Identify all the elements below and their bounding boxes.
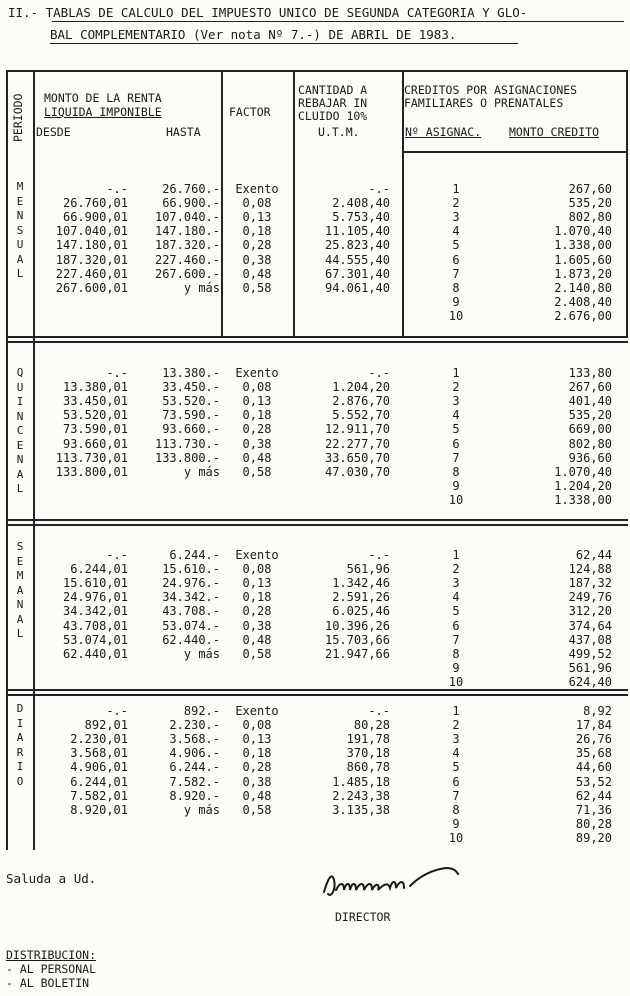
cell-credito: 80,28 <box>575 816 612 831</box>
cell-cantidad: 21.947,66 <box>324 646 390 661</box>
cell-credito: 1.873,20 <box>554 266 612 281</box>
cell-asignac: 1 <box>452 548 460 562</box>
header-cantidad-line-4: U.T.M. <box>318 125 360 139</box>
cell-asignac: 4 <box>452 224 460 239</box>
cell-hasta: y más <box>183 464 220 479</box>
cell-factor: Exento <box>235 548 279 562</box>
cell-asignac: 1 <box>452 182 460 196</box>
cell-hasta: 3.568.- <box>169 732 220 747</box>
cell-credito: 2.408,40 <box>554 294 612 309</box>
cell-factor: 0,58 <box>242 464 272 479</box>
cell-factor: 0,18 <box>242 746 272 761</box>
cell-desde: 15.610,01 <box>62 576 128 591</box>
header-factor: FACTOR <box>229 105 271 119</box>
cell-hasta: 113.730.- <box>154 436 220 451</box>
section-separator-3a <box>6 689 628 691</box>
cell-asignac: 4 <box>452 408 460 423</box>
cell-asignac: 6 <box>452 618 460 633</box>
cell-factor: 0,58 <box>242 646 272 661</box>
cell-desde: 267.600,01 <box>55 280 128 295</box>
cell-asignac: 6 <box>452 252 460 267</box>
cell-desde: 6.244,01 <box>70 774 128 789</box>
cell-desde: -.- <box>106 704 128 718</box>
cell-credito: 499,52 <box>568 646 612 661</box>
cell-hasta: y más <box>183 280 220 295</box>
cell-asignac: 3 <box>452 210 460 225</box>
cell-hasta: 62.440.- <box>162 632 220 647</box>
cell-desde: 66.900,01 <box>62 210 128 225</box>
cell-desde: 53.520,01 <box>62 408 128 423</box>
director-signature <box>318 858 468 912</box>
cell-desde: 43.708,01 <box>62 618 128 633</box>
cell-credito: 401,40 <box>568 394 612 409</box>
cell-asignac: 2 <box>452 562 460 577</box>
cell-hasta: 892.- <box>183 704 220 718</box>
table-left-border <box>6 70 8 850</box>
cell-cantidad: -.- <box>368 548 390 562</box>
cell-factor: 0,28 <box>242 422 272 437</box>
cell-cantidad: 5.753,40 <box>332 210 390 225</box>
cell-credito: 936,60 <box>568 450 612 465</box>
cell-desde: 8.920,01 <box>70 802 128 817</box>
cell-factor: 0,38 <box>242 774 272 789</box>
cell-hasta: 8.920.- <box>169 788 220 803</box>
cell-desde: 227.460,01 <box>55 266 128 281</box>
cell-desde: 93.660,01 <box>62 436 128 451</box>
cell-asignac: 1 <box>452 366 460 380</box>
cell-credito: 71,36 <box>575 802 612 817</box>
cell-asignac: 5 <box>452 422 460 437</box>
cell-hasta: 227.460.- <box>154 252 220 267</box>
cell-cantidad: -.- <box>368 366 390 380</box>
cell-credito: 1.605,60 <box>554 252 612 267</box>
cell-cantidad: -.- <box>368 704 390 718</box>
cell-hasta: 7.582.- <box>169 774 220 789</box>
cell-credito: 802,80 <box>568 210 612 225</box>
cell-hasta: y más <box>183 646 220 661</box>
cell-hasta: 147.180.- <box>154 224 220 239</box>
cell-asignac: 10 <box>448 492 464 507</box>
cell-hasta: 267.600.- <box>154 266 220 281</box>
cell-credito: 89,20 <box>575 830 612 845</box>
cell-hasta: 4.906.- <box>169 746 220 761</box>
signature-scribble-icon <box>318 858 468 908</box>
cell-asignac: 8 <box>452 646 460 661</box>
cell-credito: 535,20 <box>568 196 612 211</box>
cell-credito: 669,00 <box>568 422 612 437</box>
cell-desde: 892,01 <box>84 718 128 733</box>
cell-desde: 33.450,01 <box>62 394 128 409</box>
cell-credito: 26,76 <box>575 732 612 747</box>
cell-asignac: 8 <box>452 464 460 479</box>
cantidad-column-divider <box>293 70 295 338</box>
header-desde: DESDE <box>36 125 71 139</box>
cell-factor: 0,28 <box>242 604 272 619</box>
cell-credito: 374,64 <box>568 618 612 633</box>
cell-credito: 187,32 <box>568 576 612 591</box>
cell-desde: 26.760,01 <box>62 196 128 211</box>
cell-cantidad: 67.301,40 <box>324 266 390 281</box>
factor-column-divider <box>221 70 223 338</box>
cell-hasta: 15.610.- <box>162 562 220 577</box>
cell-desde: 2.230,01 <box>70 732 128 747</box>
cell-desde: 7.582,01 <box>70 788 128 803</box>
cell-credito: 17,84 <box>575 718 612 733</box>
period-label-semanal: S E M A N A L <box>16 540 24 640</box>
cell-credito: 802,80 <box>568 436 612 451</box>
header-asignac: Nº ASIGNAC. <box>405 125 482 139</box>
cell-hasta: 26.760.- <box>162 182 220 196</box>
cell-factor: 0,18 <box>242 590 272 605</box>
cell-asignac: 9 <box>452 294 460 309</box>
table-right-border <box>626 70 628 338</box>
cell-cantidad: 33.650,70 <box>324 450 390 465</box>
cell-desde: 6.244,01 <box>70 562 128 577</box>
cell-hasta: 34.342.- <box>162 590 220 605</box>
cell-factor: 0,08 <box>242 196 272 211</box>
cell-desde: 4.906,01 <box>70 760 128 775</box>
cell-hasta: 73.590.- <box>162 408 220 423</box>
cell-desde: 107.040,01 <box>55 224 128 239</box>
distribution-heading: DISTRIBUCION: <box>6 948 97 962</box>
cell-asignac: 3 <box>452 576 460 591</box>
cell-credito: 624,40 <box>568 674 612 689</box>
cell-credito: 312,20 <box>568 604 612 619</box>
cell-cantidad: -.- <box>368 182 390 196</box>
cell-hasta: 53.074.- <box>162 618 220 633</box>
cell-asignac: 9 <box>452 478 460 493</box>
cell-hasta: y más <box>183 802 220 817</box>
period-label-quincenal: Q U I N C E N A L <box>16 366 24 495</box>
cell-factor: 0,08 <box>242 718 272 733</box>
cell-cantidad: 1.485,18 <box>332 774 390 789</box>
cell-cantidad: 370,18 <box>346 746 390 761</box>
cell-asignac: 6 <box>452 774 460 789</box>
period-label-diario: D I A R I O <box>16 702 24 788</box>
cell-asignac: 7 <box>452 266 460 281</box>
cell-desde: 24.976,01 <box>62 590 128 605</box>
cell-asignac: 5 <box>452 760 460 775</box>
cell-factor: 0,13 <box>242 732 272 747</box>
cell-asignac: 4 <box>452 746 460 761</box>
cell-cantidad: 22.277,70 <box>324 436 390 451</box>
cell-hasta: 107.040.- <box>154 210 220 225</box>
cell-factor: 0,38 <box>242 618 272 633</box>
cell-asignac: 3 <box>452 394 460 409</box>
cell-asignac: 9 <box>452 660 460 675</box>
distribution-item-personal: - AL PERSONAL <box>6 962 97 976</box>
cell-hasta: 53.520.- <box>162 394 220 409</box>
cell-desde: 3.568,01 <box>70 746 128 761</box>
cell-factor: Exento <box>235 704 279 718</box>
cell-credito: 1.204,20 <box>554 478 612 493</box>
cell-credito: 2.140,80 <box>554 280 612 295</box>
cell-asignac: 6 <box>452 436 460 451</box>
period-column-divider <box>33 70 35 850</box>
section-separator-1b <box>6 341 628 343</box>
cell-factor: 0,48 <box>242 632 272 647</box>
cell-desde: 13.380,01 <box>62 380 128 395</box>
cell-asignac: 8 <box>452 280 460 295</box>
cell-hasta: 93.660.- <box>162 422 220 437</box>
cell-hasta: 6.244.- <box>169 760 220 775</box>
section-separator-2a <box>6 519 628 521</box>
cell-asignac: 1 <box>452 704 460 718</box>
cell-cantidad: 191,78 <box>346 732 390 747</box>
cell-factor: 0,48 <box>242 450 272 465</box>
cell-desde: 187.320,01 <box>55 252 128 267</box>
cell-desde: -.- <box>106 182 128 196</box>
cell-cantidad: 2.243,38 <box>332 788 390 803</box>
cell-credito: 62,44 <box>575 548 612 562</box>
cell-credito: 62,44 <box>575 788 612 803</box>
cell-asignac: 10 <box>448 308 464 323</box>
cell-asignac: 9 <box>452 816 460 831</box>
cell-asignac: 7 <box>452 632 460 647</box>
header-cantidad-line-2: REBAJAR IN <box>298 96 368 110</box>
cell-desde: 113.730,01 <box>55 450 128 465</box>
cell-cantidad: 94.061,40 <box>324 280 390 295</box>
cell-credito: 561,96 <box>568 660 612 675</box>
cell-hasta: 13.380.- <box>162 366 220 380</box>
cell-factor: 0,18 <box>242 224 272 239</box>
cell-factor: 0,13 <box>242 394 272 409</box>
cell-cantidad: 5.552,70 <box>332 408 390 423</box>
cell-asignac: 10 <box>448 674 464 689</box>
cell-asignac: 5 <box>452 238 460 253</box>
cell-asignac: 2 <box>452 196 460 211</box>
cell-factor: 0,48 <box>242 788 272 803</box>
cell-factor: 0,28 <box>242 238 272 253</box>
header-hasta: HASTA <box>166 125 201 139</box>
cell-asignac: 2 <box>452 718 460 733</box>
cell-asignac: 7 <box>452 450 460 465</box>
cell-factor: 0,58 <box>242 802 272 817</box>
section-separator-3b <box>6 694 628 696</box>
director-title: DIRECTOR <box>335 910 391 924</box>
cell-hasta: 187.320.- <box>154 238 220 253</box>
cell-credito: 1.070,40 <box>554 224 612 239</box>
cell-credito: 35,68 <box>575 746 612 761</box>
cell-asignac: 7 <box>452 788 460 803</box>
section-separator-2b <box>6 524 628 526</box>
cell-desde: 133.800,01 <box>55 464 128 479</box>
cell-credito: 249,76 <box>568 590 612 605</box>
cell-cantidad: 25.823,40 <box>324 238 390 253</box>
distribution-item-boletin: - AL BOLETIN <box>6 976 90 990</box>
cell-cantidad: 2.876,70 <box>332 394 390 409</box>
section-separator-1a <box>6 336 628 338</box>
cell-asignac: 5 <box>452 604 460 619</box>
title-underline-2 <box>50 43 518 44</box>
cell-cantidad: 561,96 <box>346 562 390 577</box>
cell-factor: 0,13 <box>242 576 272 591</box>
cell-desde: 73.590,01 <box>62 422 128 437</box>
creditos-header-rule <box>402 151 626 153</box>
cell-factor: 0,38 <box>242 252 272 267</box>
cell-cantidad: 11.105,40 <box>324 224 390 239</box>
header-monto-line-2: LIQUIDA IMPONIBLE <box>44 105 162 119</box>
title-underline-1 <box>52 21 624 22</box>
cell-asignac: 2 <box>452 380 460 395</box>
document-title-line-2: BAL COMPLEMENTARIO (Ver nota Nº 7.-) DE ABRIL DE 1983. <box>50 27 457 42</box>
cell-cantidad: 860,78 <box>346 760 390 775</box>
cell-desde: -.- <box>106 548 128 562</box>
cell-cantidad: 1.342,46 <box>332 576 390 591</box>
cell-factor: 0,13 <box>242 210 272 225</box>
cell-cantidad: 1.204,20 <box>332 380 390 395</box>
cell-credito: 535,20 <box>568 408 612 423</box>
cell-cantidad: 2.591,26 <box>332 590 390 605</box>
cell-cantidad: 6.025,46 <box>332 604 390 619</box>
cell-hasta: 33.450.- <box>162 380 220 395</box>
header-monto-credito: MONTO CREDITO <box>509 125 600 139</box>
cell-factor: 0,08 <box>242 562 272 577</box>
cell-desde: 34.342,01 <box>62 604 128 619</box>
cell-hasta: 6.244.- <box>169 548 220 562</box>
header-creditos-line-2: FAMILIARES O PRENATALES <box>404 96 564 110</box>
cell-factor: 0,58 <box>242 280 272 295</box>
cell-asignac: 10 <box>448 830 464 845</box>
cell-cantidad: 44.555,40 <box>324 252 390 267</box>
header-periodo: PERIODO <box>11 93 25 142</box>
cell-factor: 0,18 <box>242 408 272 423</box>
cell-desde: -.- <box>106 366 128 380</box>
header-cantidad-line-1: CANTIDAD A <box>298 83 368 97</box>
cell-factor: Exento <box>235 366 279 380</box>
cell-hasta: 133.800.- <box>154 450 220 465</box>
document-title-line-1: II.- TABLAS DE CALCULO DEL IMPUESTO UNICO DE SEGUNDA CATEGORIA Y GLO- <box>8 5 528 20</box>
cell-factor: 0,28 <box>242 760 272 775</box>
cell-cantidad: 12.911,70 <box>324 422 390 437</box>
cell-hasta: 24.976.- <box>162 576 220 591</box>
closing-salutation: Saluda a Ud. <box>6 871 97 886</box>
cell-cantidad: 15.703,66 <box>324 632 390 647</box>
period-label-mensual: M E N S U A L <box>16 180 24 280</box>
cell-factor: Exento <box>235 182 279 196</box>
creditos-column-divider <box>402 70 404 338</box>
cell-credito: 44,60 <box>575 760 612 775</box>
cell-credito: 8,92 <box>583 704 612 718</box>
cell-factor: 0,48 <box>242 266 272 281</box>
cell-desde: 62.440,01 <box>62 646 128 661</box>
cell-credito: 133,80 <box>568 366 612 380</box>
cell-cantidad: 2.408,40 <box>332 196 390 211</box>
cell-desde: 53.074,01 <box>62 632 128 647</box>
cell-asignac: 4 <box>452 590 460 605</box>
cell-hasta: 43.708.- <box>162 604 220 619</box>
header-cantidad-line-3: CLUIDO 10% <box>298 109 368 123</box>
cell-asignac: 3 <box>452 732 460 747</box>
cell-credito: 124,88 <box>568 562 612 577</box>
cell-factor: 0,08 <box>242 380 272 395</box>
cell-credito: 2.676,00 <box>554 308 612 323</box>
cell-factor: 0,38 <box>242 436 272 451</box>
cell-credito: 437,08 <box>568 632 612 647</box>
header-creditos-line-1: CREDITOS POR ASIGNACIONES <box>404 83 578 97</box>
tax-table <box>6 70 628 850</box>
cell-hasta: 66.900.- <box>162 196 220 211</box>
cell-cantidad: 47.030,70 <box>324 464 390 479</box>
cell-asignac: 8 <box>452 802 460 817</box>
header-monto-line-1: MONTO DE LA RENTA <box>44 91 162 105</box>
cell-cantidad: 80,28 <box>353 718 390 733</box>
cell-hasta: 2.230.- <box>169 718 220 733</box>
cell-credito: 1.338,00 <box>554 492 612 507</box>
cell-credito: 53,52 <box>575 774 612 789</box>
cell-cantidad: 10.396,26 <box>324 618 390 633</box>
cell-credito: 267,60 <box>568 182 612 196</box>
cell-credito: 1.338,00 <box>554 238 612 253</box>
cell-credito: 267,60 <box>568 380 612 395</box>
cell-desde: 147.180,01 <box>55 238 128 253</box>
cell-credito: 1.070,40 <box>554 464 612 479</box>
cell-cantidad: 3.135,38 <box>332 802 390 817</box>
